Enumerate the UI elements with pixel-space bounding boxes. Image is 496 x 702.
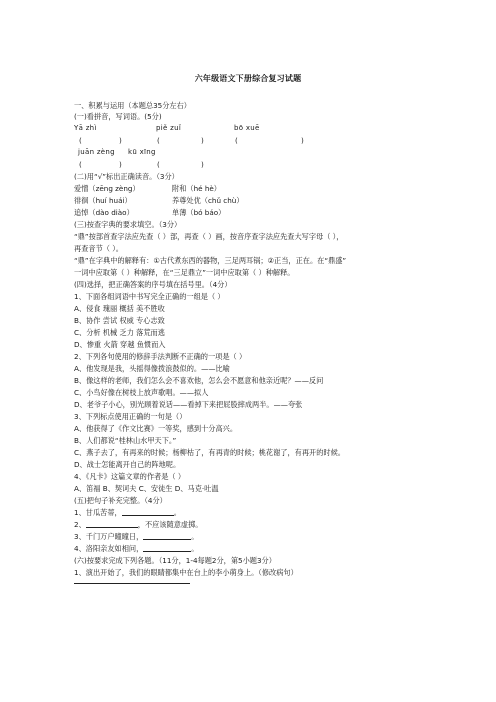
s6-question1: 1、演出开始了，我们的眼睛都集中在台上的李小萌身上。（修改病句） <box>74 568 298 577</box>
s1-boxes-row1: ( ) ( ) ( ) <box>79 136 304 145</box>
pinyin-yazhi: Yā zhì <box>74 124 97 132</box>
q3-stem: 3、下列标点使用正确的一句是（） <box>74 412 187 421</box>
s1-pinyin-row2 <box>78 148 156 157</box>
q4-options: A、笛福 B、契诃夫 C、安徒生 D、马克·吐温 <box>74 484 219 493</box>
s4-heading: (四)选择，把正确答案的序号填在括号里。（4分） <box>74 280 232 289</box>
q1-option-b: B、协作 尝试 权威 专心志致 <box>74 316 165 325</box>
s2-heading: (二)用“√”标出正确读音。（3分） <box>74 172 179 181</box>
s2-row2: 徘徊（huí huái） 养尊处优（chǔ chù） <box>74 196 244 205</box>
s3-line1: “鼎”按部首查字法应先查（ ）部，再查（ ）画，按音序查字法应先查大写字母（ ）， <box>74 232 344 241</box>
q2-option-a: A、他发现是我，头摇得像拨浪鼓似的。——比喻 <box>74 364 230 373</box>
part1-heading: 一、积累与运用（本题总35分左右） <box>74 101 191 110</box>
q2-option-d: D、老爷子小心，别光顾着说话——看掉下来把屁股摔成两半。——夸张 <box>74 400 303 409</box>
s6-heading: (六)按要求完成下列各题。（11分，1-4每题2分，第5小题3分） <box>74 556 276 565</box>
q3-option-d: D、战士怎能离开自己的阵地呢。 <box>74 460 181 469</box>
q1-option-d: D、惨重 火箭 穿越 鱼惯而入 <box>74 340 166 349</box>
q2-option-b: B、像这样的老师，我们怎么会不喜欢他，怎么会不愿意和他亲近呢？——反问 <box>74 376 324 385</box>
s2-row1: 爱憎（zēng zèng） 附和（hé hè） <box>74 184 221 193</box>
q3-option-b: B、人们都说“桂林山水甲天下。” <box>74 436 177 445</box>
s3-line3: “鼎”在字典中的解释有：①古代煮东西的器物，三足两耳锅；②正当，正在。在“鼎盛” <box>74 256 347 265</box>
s5-item2: 2、 ，不应该随意虚掷。 <box>74 520 203 529</box>
q2-stem: 2、下列各句使用的修辞手法判断不正确的一项是（ ） <box>74 352 247 361</box>
q3-option-a: A、他获得了《作文比赛》一等奖，感到十分高兴。 <box>74 424 238 433</box>
q4-stem: 4、《凡卡》这篇文章的作者是（ ） <box>74 472 186 481</box>
answer-blank[interactable] <box>143 532 191 540</box>
s5-item1: 1、甘瓜苦蒂， 。 <box>74 508 181 517</box>
s1-boxes-row2: ( ) ( ) <box>79 160 204 169</box>
answer-blank[interactable] <box>122 508 174 516</box>
answer-blank[interactable] <box>143 544 191 552</box>
s5-heading: (五)把句子补充完整。（4分） <box>74 496 167 505</box>
q1-option-c: C、分析 机械 乏力 落荒而逃 <box>74 328 165 337</box>
answer-blank[interactable] <box>86 520 138 528</box>
s3-line2: 再查音节（ ）。 <box>74 244 123 253</box>
pinyin-juanzeng: juān zèng <box>78 148 115 156</box>
s3-heading: (三)按查字典的要求填空。（3分） <box>74 220 182 229</box>
pinyin-kuxing: kū xīng <box>128 148 156 156</box>
s1-heading: (一)看拼音，写词语。(5分) <box>74 112 162 121</box>
s1-pinyin-row1 <box>74 124 260 133</box>
q3-option-c: C、燕子去了，有再来的时候；杨柳枯了，有再青的时候；桃花谢了，有再开的时候。 <box>74 448 345 457</box>
q2-option-c: C、小鸟好像在树枝上放声歌唱。——拟人 <box>74 388 209 397</box>
pinyin-boxue: bō xuē <box>234 124 260 132</box>
pinyin-piezui: piě zuǐ <box>156 124 182 132</box>
s5-item4: 4、洛阳亲友如相问， 。 <box>74 544 199 553</box>
s5-item3: 3、千门万户曈曈日， 。 <box>74 532 199 541</box>
q1-stem: 1、下面各组词语中书写完全正确的一组是（ ） <box>74 292 225 301</box>
s2-row3: 追悼（dào diào） 单薄（bó báo） <box>74 208 226 217</box>
page-title: 六年级语文下册综合复习试题 <box>194 74 302 83</box>
q1-option-a: A、侵食 瑰丽 概括 美不胜收 <box>74 304 165 313</box>
answer-line[interactable] <box>74 583 190 584</box>
s3-line4: 一词中应取第（ ）种解释，在“三足鼎立”一词中应取第（ ）种解释。 <box>74 268 295 277</box>
